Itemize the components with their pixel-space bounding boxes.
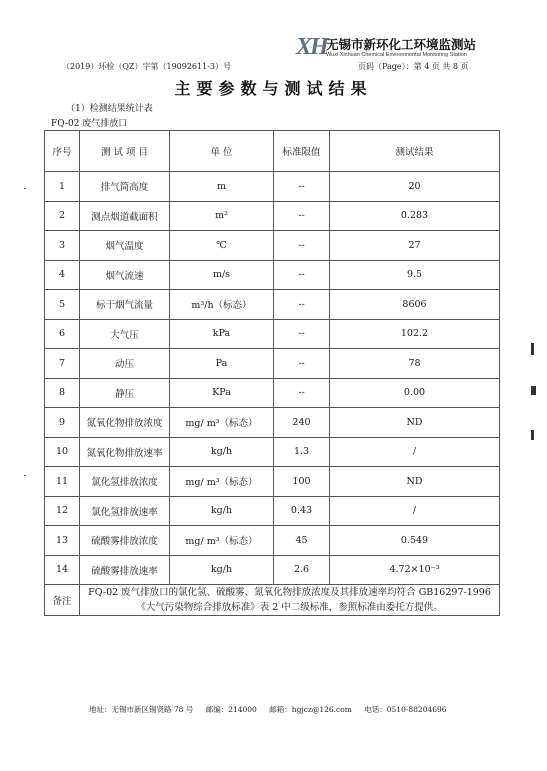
cell-no: 12 xyxy=(45,496,80,526)
table-row xyxy=(45,555,500,585)
cell-unit: mg/ m³（标态） xyxy=(170,467,274,497)
table-row xyxy=(45,496,500,526)
table-row xyxy=(45,260,500,290)
cell-no: 5 xyxy=(45,290,80,320)
cell-limit: -- xyxy=(274,260,330,290)
cell-unit: kg/h xyxy=(170,437,274,467)
cell-limit: 2.6 xyxy=(274,555,330,585)
scan-edge-mark xyxy=(531,343,534,355)
cell-limit: -- xyxy=(274,319,330,349)
cell-item: 大气压 xyxy=(80,319,170,349)
cell-limit: 1.3 xyxy=(274,437,330,467)
table-row xyxy=(45,201,500,231)
scan-dot xyxy=(24,188,26,189)
cell-item: 静压 xyxy=(80,378,170,408)
cell-unit: KPa xyxy=(170,378,274,408)
outlet-label: FQ-02 废气排放口 xyxy=(51,119,128,129)
page-title: 主要参数与测试结果 xyxy=(174,79,373,98)
cell-limit: 0.43 xyxy=(274,496,330,526)
page-info: 页码（Page）：第 4 页 共 8 页 xyxy=(358,62,469,71)
cell-result: 8606 xyxy=(330,290,500,320)
cell-limit: -- xyxy=(274,349,330,379)
cell-limit: 240 xyxy=(274,408,330,438)
cell-no: 1 xyxy=(45,172,80,202)
footer-phone: 电话：0510-88204696 xyxy=(364,705,447,714)
cell-unit: m xyxy=(170,172,274,202)
table-row xyxy=(45,319,500,349)
remark-label: 备注 xyxy=(45,585,80,616)
cell-result: 78 xyxy=(330,349,500,379)
cell-limit: -- xyxy=(274,201,330,231)
cell-limit: -- xyxy=(274,231,330,261)
cell-result: 0.283 xyxy=(330,201,500,231)
cell-unit: kPa xyxy=(170,319,274,349)
logo-mark: XH xyxy=(296,34,327,60)
cell-unit: m² xyxy=(170,201,274,231)
cell-item: 硫酸雾排放速率 xyxy=(80,555,170,585)
table-row xyxy=(45,231,500,261)
results-table xyxy=(44,130,500,616)
cell-limit: -- xyxy=(274,378,330,408)
cell-no: 11 xyxy=(45,467,80,497)
cell-result: 0.549 xyxy=(330,526,500,556)
cell-result: 4.72×10⁻³ xyxy=(330,555,500,585)
table-row xyxy=(45,290,500,320)
table-row xyxy=(45,378,500,408)
cell-result: / xyxy=(330,496,500,526)
cell-item: 测点烟道截面积 xyxy=(80,201,170,231)
remark-text: FQ-02 废气排放口的氯化氢、硫酸雾、氮氧化物排放浓度及其排放速率均符合 GB16297-1996《大气污染物综合排放标准》表 2 中二级标准，参照标准由委托方提供。 xyxy=(80,585,500,616)
cell-no: 7 xyxy=(45,349,80,379)
station-logo xyxy=(296,34,496,64)
table-row xyxy=(45,467,500,497)
header-item: 测 试 项 目 xyxy=(80,131,170,172)
cell-result: 20 xyxy=(330,172,500,202)
scan-dot xyxy=(24,475,26,476)
header-limit: 标准限值 xyxy=(274,131,330,172)
cell-result: 0.00 xyxy=(330,378,500,408)
header-no: 序号 xyxy=(45,131,80,172)
cell-result: 102.2 xyxy=(330,319,500,349)
table-row xyxy=(45,172,500,202)
cell-no: 8 xyxy=(45,378,80,408)
cell-item: 排气筒高度 xyxy=(80,172,170,202)
org-name-cn: 无锡市新环化工环境监测站 xyxy=(326,38,477,52)
table-header-row xyxy=(45,131,500,172)
scan-edge-mark xyxy=(531,430,534,440)
cell-no: 13 xyxy=(45,526,80,556)
cell-result: ND xyxy=(330,408,500,438)
cell-item: 氮氧化物排放速率 xyxy=(80,437,170,467)
table-row xyxy=(45,526,500,556)
footer-postcode: 邮编：214000 xyxy=(205,705,257,714)
section-label: （1）检测结果统计表 xyxy=(66,104,153,114)
cell-unit: ℃ xyxy=(170,231,274,261)
cell-no: 14 xyxy=(45,555,80,585)
doc-number: （2019）环检（QZ）字第（19092611-3）号 xyxy=(62,62,231,71)
cell-limit: 45 xyxy=(274,526,330,556)
cell-limit: 100 xyxy=(274,467,330,497)
cell-no: 6 xyxy=(45,319,80,349)
cell-no: 2 xyxy=(45,201,80,231)
remark-row xyxy=(45,585,500,616)
cell-item: 氯化氢排放浓度 xyxy=(80,467,170,497)
cell-item: 动压 xyxy=(80,349,170,379)
header-unit: 单 位 xyxy=(170,131,274,172)
cell-no: 9 xyxy=(45,408,80,438)
table-row xyxy=(45,437,500,467)
table-row xyxy=(45,408,500,438)
cell-unit: m³/h（标态） xyxy=(170,290,274,320)
cell-item: 硫酸雾排放浓度 xyxy=(80,526,170,556)
cell-unit: kg/h xyxy=(170,496,274,526)
cell-no: 4 xyxy=(45,260,80,290)
cell-result: ND xyxy=(330,467,500,497)
org-name-en: Wuxi Xinhuan Chemical Environmental Monitoring Station xyxy=(326,52,467,58)
cell-item: 氮氧化物排放浓度 xyxy=(80,408,170,438)
cell-no: 3 xyxy=(45,231,80,261)
cell-unit: mg/ m³（标态） xyxy=(170,526,274,556)
cell-result: / xyxy=(330,437,500,467)
cell-unit: mg/ m³（标态） xyxy=(170,408,274,438)
cell-result: 9.5 xyxy=(330,260,500,290)
cell-item: 烟气流速 xyxy=(80,260,170,290)
footer-address: 地址：无锡市新区锡贤路 78 号 xyxy=(89,705,194,714)
cell-item: 标干烟气流量 xyxy=(80,290,170,320)
cell-limit: -- xyxy=(274,172,330,202)
cell-no: 10 xyxy=(45,437,80,467)
cell-unit: Pa xyxy=(170,349,274,379)
cell-result: 27 xyxy=(330,231,500,261)
cell-unit: m/s xyxy=(170,260,274,290)
header-result: 测试结果 xyxy=(330,131,500,172)
cell-item: 烟气温度 xyxy=(80,231,170,261)
table-row xyxy=(45,349,500,379)
footer-email: 邮箱：hgjcz@126.com xyxy=(269,705,352,714)
cell-limit: -- xyxy=(274,290,330,320)
cell-item: 氯化氢排放速率 xyxy=(80,496,170,526)
cell-unit: kg/h xyxy=(170,555,274,585)
footer-contact xyxy=(89,704,457,715)
scan-edge-mark xyxy=(531,386,536,395)
